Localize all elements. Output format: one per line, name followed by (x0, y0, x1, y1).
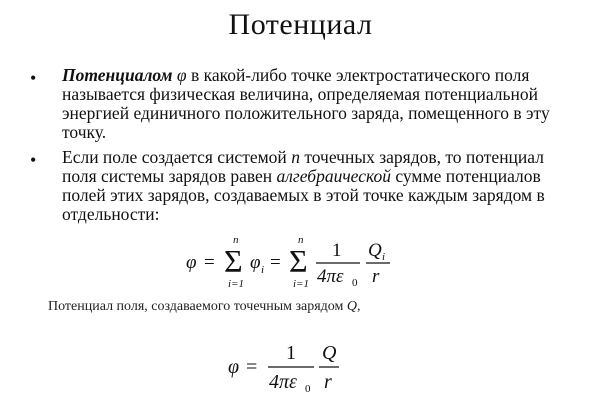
bullet-marker: • (30, 150, 37, 170)
q-numerator-2: Q (322, 342, 337, 364)
phi-lhs: φ (186, 252, 197, 273)
equals-sign-3: = (246, 356, 258, 378)
phi-symbol: φ (176, 65, 187, 85)
sum-sign: Σ (224, 243, 243, 279)
equals-sign: = (204, 252, 215, 273)
text-before: Если поле создается системой (62, 147, 287, 167)
epsilon-sub: 0 (352, 277, 358, 289)
definition-text: в какой-либо точке электростатического поля называется физическая величина, определяемая потенциальной энергией единичного положительного заряда, помещенного в эту точку. (62, 65, 550, 142)
slide-title: Потенциал (228, 8, 373, 41)
r-denominator-2: r (324, 371, 332, 393)
text-after: сумме потенциалов полей этих зарядов, создаваемых в этой точке каждым зарядом в отдельности: (62, 166, 545, 224)
sum-lower-2: i=1 (293, 278, 309, 290)
phi-term: φ (250, 252, 261, 273)
algebraic-emphasis: алгебраической (276, 166, 391, 186)
caption-comma: , (357, 299, 361, 314)
q-sub: i (382, 251, 386, 263)
numerator-one-2: 1 (286, 342, 296, 364)
term-potential: Потенциалом (62, 65, 173, 85)
r-denominator: r (372, 266, 380, 287)
caption-text: Потенциал поля, создаваемого точечным зарядом (48, 299, 344, 314)
point-charge-caption (48, 299, 361, 315)
bullet-text-2 (62, 148, 582, 224)
sum-upper-2: n (298, 234, 304, 246)
equals-sign-2: = (270, 252, 281, 273)
point-charge-formula (226, 338, 376, 396)
superposition-formula (186, 232, 426, 292)
bullet-text-1 (62, 66, 582, 142)
phi-sub: i (261, 264, 265, 276)
sum-upper: n (233, 234, 239, 246)
sum-lower: i=1 (228, 278, 244, 290)
n-symbol: n (291, 147, 300, 167)
caption-q: Q (346, 299, 358, 314)
epsilon-sub-2: 0 (305, 383, 311, 395)
phi-lhs-2: φ (228, 356, 240, 378)
numerator-one: 1 (332, 240, 342, 261)
denominator-2: 4πε (269, 371, 297, 393)
sum-sign-2: Σ (289, 243, 308, 279)
denominator: 4πε (317, 266, 344, 287)
text-middle: точечных зарядов, то потенциал поля системы зарядов равен (62, 147, 544, 186)
bullet-marker: • (30, 68, 37, 88)
q-numerator: Q (368, 240, 382, 261)
